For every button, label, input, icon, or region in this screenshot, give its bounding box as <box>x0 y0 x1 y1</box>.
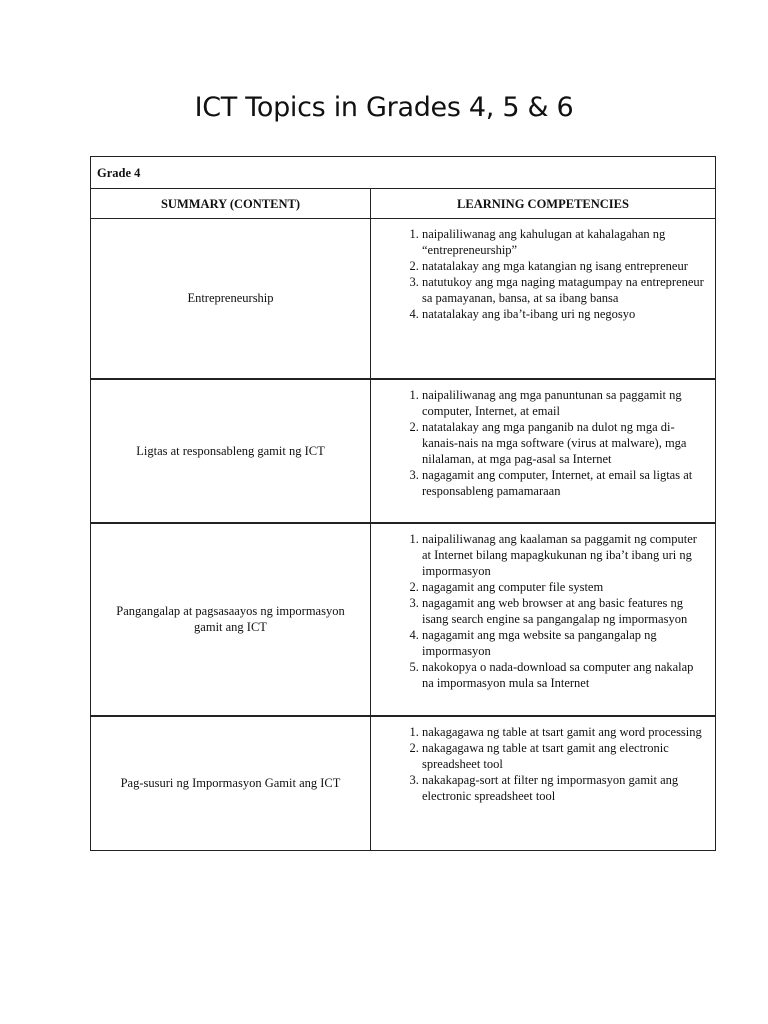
table-row <box>91 379 716 523</box>
grade-label: Grade 4 <box>91 157 716 189</box>
competency-item: 2. nakagagawa ng table at tsart gamit ang electronic spreadsheet tool <box>422 740 707 772</box>
competency-item: 5. nakokopya o nada-download sa computer ang nakalap na impormasyon mula sa Internet <box>422 659 707 691</box>
table-row <box>91 219 716 379</box>
summary-cell: Entrepreneurship <box>91 219 371 379</box>
competency-item: 3. natutukoy ang mga naging matagumpay na entrepreneur sa pamayanan, bansa, at sa ibang bansa <box>422 274 707 306</box>
competencies-header: LEARNING COMPETENCIES <box>371 189 716 219</box>
competency-item: 3. nakakapag-sort at filter ng impormasyon gamit ang electronic spreadsheet tool <box>422 772 707 804</box>
competency-item: 3. nagagamit ang web browser at ang basic features ng isang search engine sa pangangalap ng impormasyon <box>422 595 707 627</box>
competency-item: 1. nakagagawa ng table at tsart gamit ang word processing <box>422 724 707 740</box>
competency-item: 2. nagagamit ang computer file system <box>422 579 707 595</box>
competency-list <box>371 724 707 804</box>
competency-item: 2. natatalakay ang mga panganib na dulot ng mga di-kanais-nais na mga software (virus at malware), mga nilalaman, at mga pag-asal sa Internet <box>422 419 707 467</box>
competencies-cell <box>371 716 716 851</box>
competency-list <box>371 531 707 691</box>
competency-item: 1. naipaliliwanag ang kaalaman sa paggamit ng computer at Internet bilang mapagkukunan ng iba’t ibang uri ng impormasyon <box>422 531 707 579</box>
summary-cell: Pangangalap at pagsasaayos ng impormasyon gamit ang ICT <box>91 523 371 716</box>
summary-cell: Ligtas at responsableng gamit ng ICT <box>91 379 371 523</box>
table-row <box>91 523 716 716</box>
competencies-cell <box>371 219 716 379</box>
ict-topics-table <box>90 156 716 851</box>
competencies-cell <box>371 523 716 716</box>
competency-item: 4. nagagamit ang mga website sa pangangalap ng impormasyon <box>422 627 707 659</box>
page-title: ICT Topics in Grades 4, 5 & 6 <box>194 92 574 123</box>
table-row <box>91 716 716 851</box>
competency-item: 1. naipaliliwanag ang kahulugan at kahalagahan ng “entrepreneurship” <box>422 226 707 258</box>
competency-item: 3. nagagamit ang computer, Internet, at email sa ligtas at responsableng pamamaraan <box>422 467 707 499</box>
competency-item: 2. natatalakay ang mga katangian ng isang entrepreneur <box>422 258 707 274</box>
competencies-cell <box>371 379 716 523</box>
grade-row <box>91 157 716 189</box>
competency-list <box>371 226 707 322</box>
competency-item: 4. natatalakay ang iba’t-ibang uri ng negosyo <box>422 306 707 322</box>
competency-item: 1. naipaliliwanag ang mga panuntunan sa paggamit ng computer, Internet, at email <box>422 387 707 419</box>
summary-header: SUMMARY (CONTENT) <box>91 189 371 219</box>
header-row <box>91 189 716 219</box>
competency-list <box>371 387 707 499</box>
summary-cell: Pag-susuri ng Impormasyon Gamit ang ICT <box>91 716 371 851</box>
